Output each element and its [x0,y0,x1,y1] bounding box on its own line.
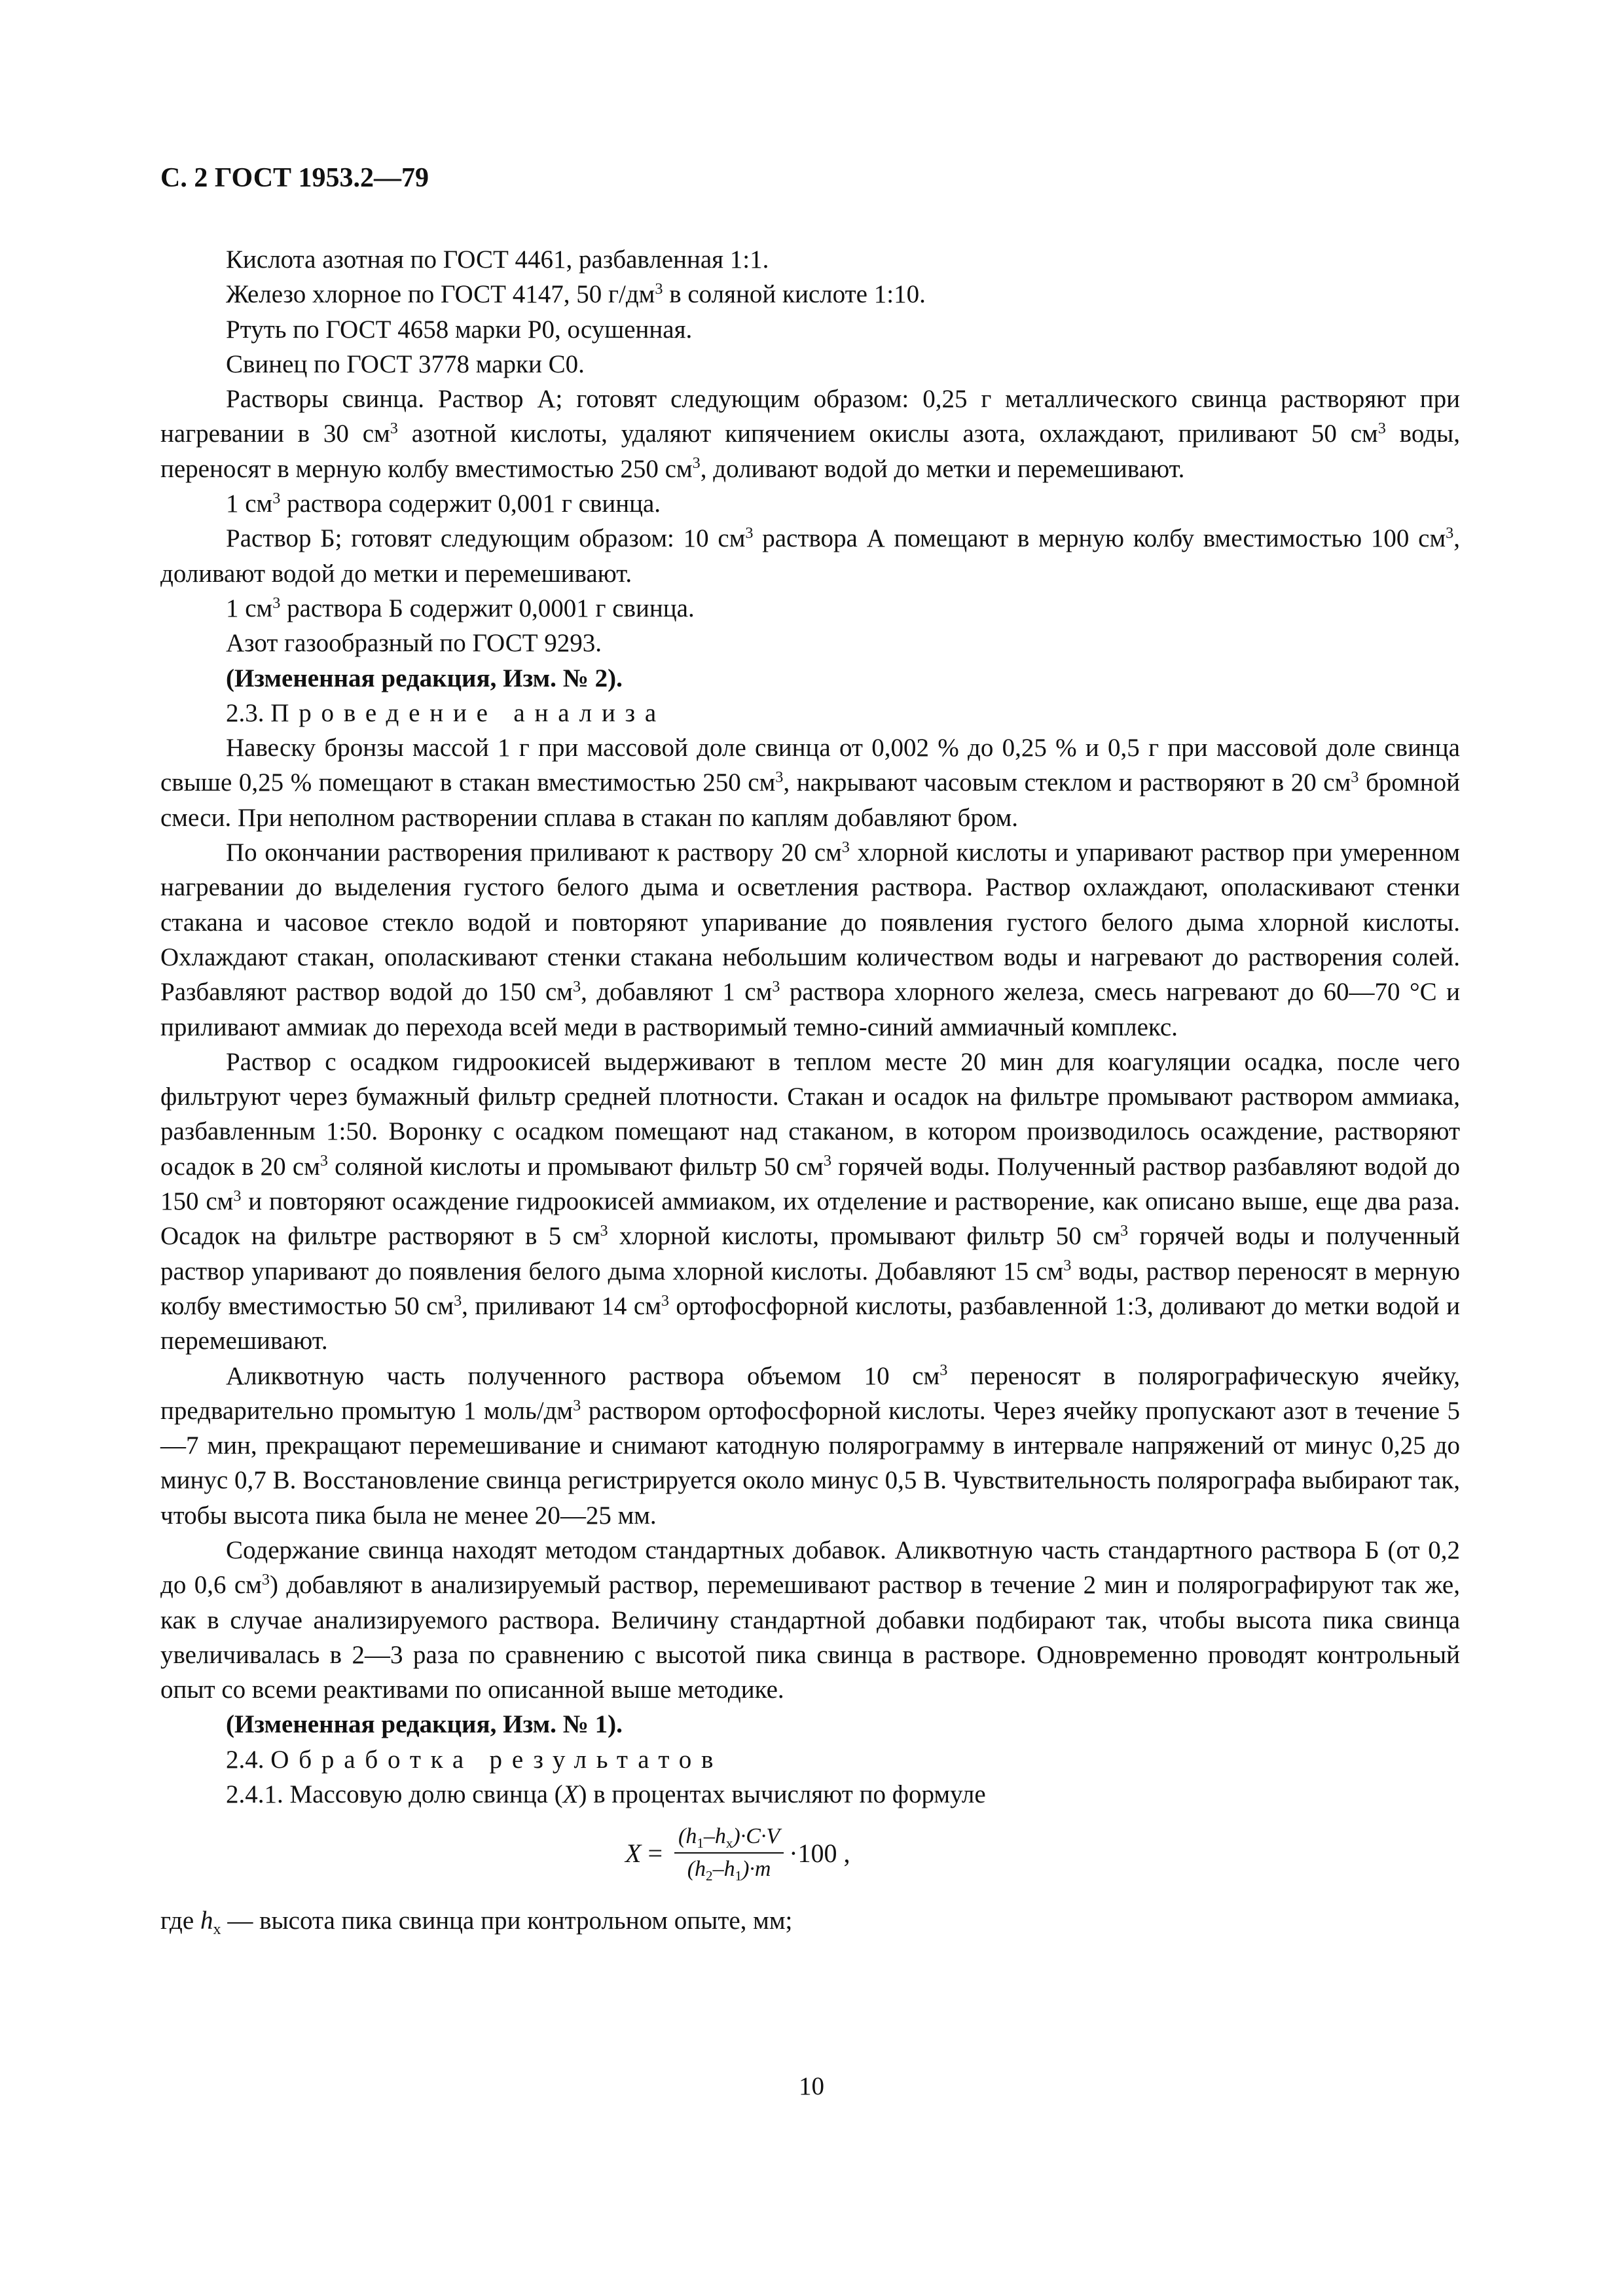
paragraph: Содержание свинца находят методом стандартных добавок. Аликвотную часть стандартного раствора Б (от 0,2 до 0,6 $см^3$) добавляют в анализируемый раствор, перемешивают раствор в течение 2 мин и полярографируют так же, как в случае анализируемого раствора. Величину стандартной добавки подбирают так, чтобы высота пика свинца увеличивалась в 2—3 раза по сравнению с высотой пика свинца в растворе. Одновременно проводят контрольный опыт со всеми реактивами по описанной выше методике. [160,1535,1460,1704]
formula-tail: ·100 , [789,1838,850,1868]
paragraph: Навеску бронзы массой 1 г при массовой доле свинца от 0,002 % до 0,25 % и 0,5 г при массовой доле свинца свыше 0,25 % помещают в стакан вместимостью 250 $см^3$, накрывают часовым стеклом и растворяют в 20 $см^3$ бромной смеси. При неполном растворении сплава в стакан по каплям добавляют бром. [160,734,1460,832]
amendment-note: (Измененная редакция, Изм. № 2). [226,664,623,692]
paragraph: По окончании растворения приливают к раствору 20 $см^3$ хлорной кислоты и упаривают раствор при умеренном нагревании до выделения густого белого дыма и осветления раствора. Раствор охлаждают, ополаскивают стенки стакана и часовое стекло водой и повторяют упаривание до появления густого белого дыма хлорной кислоты. Охлаждают стакан, ополаскивают стенки стакана небольшим количеством воды и нагревают до растворения солей. Разбавляют раствор водой до 150 $см^3$, добавляют 1 $см^3$ раствора хлорного железа, смесь нагревают до 60—70 °С и приливают аммиак до перехода всей меди в растворимый темно-синий аммиачный комплекс. [160,838,1460,1041]
document-body [160,242,1460,1939]
page-header: С. 2 ГОСТ 1953.2—79 [160,163,429,193]
paragraph: Аликвотную часть полученного раствора объемом 10 $см^3$ переносят в полярографическую ячейку, предварительно промытую 1 моль/$дм^3$ раствором ортофосфорной кислоты. Через ячейку пропускают азот в течение 5—7 мин, прекращают перемешивание и снимают катодную полярограмму в интервале напряжений от минус 0,25 до минус 0,7 В. Восстановление свинца регистрируется около минус 0,5 В. Чувствительность полярографа выбирают так, чтобы высота пика была не менее 20—25 мм. [160,1361,1461,1530]
formula-fraction [674,1823,784,1882]
paragraph: 1 $см^3$ раствора Б содержит 0,0001 г свинца. [226,594,695,622]
page-number: 10 [799,2072,824,2100]
paragraph: Железо хлорное по ГОСТ 4147, 50 $г/дм^3$ в соляной кислоте 1:10. [226,280,926,309]
paragraph: 1 $см^3$ раствора содержит 0,001 г свинца. [226,489,661,518]
section-heading: 2.4. Обработка результатов [226,1745,723,1774]
paragraph: Растворы свинца. Раствор А; готовят следующим образом: 0,25 г металлического свинца растворяют при нагревании в 30 $см^3$ азотной кислоты, удаляют кипячением окислы азота, охлаждают, приливают 50 $см^3$ воды, переносят в мерную колбу вместимостью 250 $см^3$, доливают водой до метки и перемешивают. [160,385,1460,483]
paragraph: Азот газообразный по ГОСТ 9293. [226,629,602,658]
section-heading: 2.3. Проведение анализа [226,698,666,727]
paragraph: Свинец по ГОСТ 3778 марки С0. [226,350,585,378]
paragraph: Раствор с осадком гидроокисей выдерживают в теплом месте 20 мин для коагуляции осадка, после чего фильтруют через бумажный фильтр средней плотности. Стакан и осадок на фильтре промывают раствором аммиака, разбавленным 1:50. Воронку с осадком помещают над стаканом, в котором производилось осаждение, растворяют осадок в 20 $см^3$ соляной кислоты и промывают фильтр 50 $см^3$ горячей воды. Полученный раствор разбавляют водой до 150 $см^3$ и повторяют осаждение гидроокисей аммиаком, их отделение и растворение, как описано выше, еще два раза. Осадок на фильтре растворяют в 5 $см^3$ хлорной кислоты, промывают фильтр 50 $см^3$ горячей воды и полученный раствор упаривают до появления белого дыма хлорной кислоты. Добавляют 15 $см^3$ воды, раствор переносят в мерную колбу вместимостью 50 $см^3$, приливают 14 $см^3$ ортофосфорной кислоты, разбавленной 1:3, доливают до метки водой и перемешивают. [160,1047,1461,1355]
paragraph: Ртуть по ГОСТ 4658 марки Р0, осушенная. [226,315,693,344]
formula-numerator: $(h_1-h_x)\cdot C\cdot V$ [674,1823,784,1854]
formula-equals: = [641,1838,669,1868]
paragraph: Кислота азотная по ГОСТ 4461, разбавленная 1:1. [226,245,769,274]
formula-denominator: $(h_2-h_1)\cdot m$ [687,1857,771,1884]
formula-lhs: X [625,1838,642,1868]
amendment-note: (Измененная редакция, Изм. № 1). [226,1710,623,1739]
paragraph: 2.4.1. Массовую долю свинца (X) в процентах вычисляют по формуле [226,1780,986,1809]
paragraph: где $h_x$ — высота пика свинца при контрольном опыте, мм; [160,1907,793,1938]
paragraph: Раствор Б; готовят следующим образом: 10 $см^3$ раствора А помещают в мерную колбу вместимостью 100 $см^3$, доливают водой до метки и перемешивают. [160,524,1460,588]
formula [160,1812,1460,1903]
